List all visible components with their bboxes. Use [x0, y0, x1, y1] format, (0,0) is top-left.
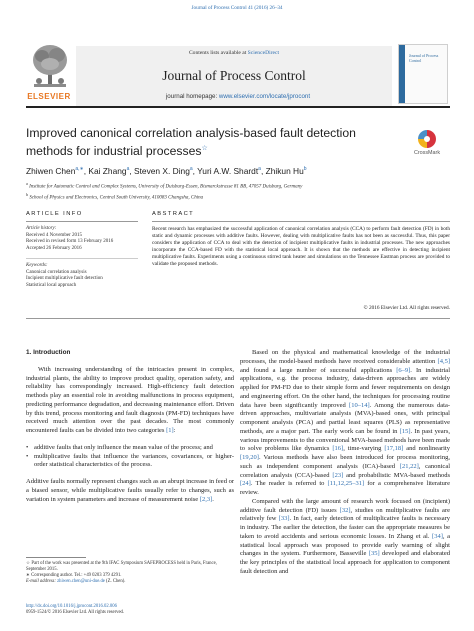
- author-affiliation-mark[interactable]: a: [126, 166, 130, 173]
- history-label: Article history:: [26, 226, 57, 231]
- citation-link[interactable]: [6–9]: [396, 366, 411, 374]
- paragraph-text: and found a large number of successful applications: [240, 366, 397, 374]
- citation-link[interactable]: [1]: [166, 427, 174, 434]
- article-info-heading: ARTICLE INFO: [26, 211, 83, 217]
- citation-link[interactable]: [33]: [278, 515, 290, 523]
- elsevier-tree-icon: [30, 42, 70, 90]
- paragraph: [240, 498, 450, 577]
- author-name[interactable]: Yuri A.W. Shardt: [197, 166, 259, 176]
- journal-title: Journal of Process Control: [162, 68, 306, 83]
- citation-link[interactable]: [2,3]: [199, 495, 213, 503]
- list-item: • additive faults that only influence the mean value of the process; and: [26, 444, 234, 453]
- journal-homepage-bar: [26, 90, 450, 104]
- info-rule-top: [26, 221, 138, 222]
- footnote-item: ∗ Corresponding author. Tel.: +49 0203 379 4291.: [26, 573, 122, 578]
- paragraph-gap: [26, 470, 234, 478]
- paragraph-text: . In past years, various improvements to the conventional MVA-based methods have been made to solve problems like dynamics: [240, 427, 450, 453]
- footnotes: [26, 561, 234, 585]
- keyword-item: Incipient multiplicative fault detection: [26, 276, 103, 282]
- footnote-rule: [26, 557, 86, 558]
- homepage-prefix: journal homepage:: [165, 93, 219, 100]
- paragraph-text: .: [212, 495, 214, 503]
- article-title: [26, 126, 386, 159]
- affiliation-text: Institute for Automatic Control and Complex Systems, University of Duisburg-Essen, Bismarckstrasse 81 BB, 47057 Duisburg, Germany: [29, 184, 303, 190]
- keyword-item: Canonical correlation analysis: [26, 269, 87, 275]
- paragraph-text: . Various methods have also been introduced for process monitoring, such as independent component analysis (ICA)-based: [240, 454, 450, 470]
- citation-link[interactable]: [11,12,25–31]: [327, 480, 365, 488]
- affiliations: [26, 180, 450, 201]
- footnote-item: [26, 579, 234, 585]
- abstract-rule-top: [152, 221, 450, 222]
- keywords-label: Keywords:: [26, 263, 48, 268]
- citation-link[interactable]: [35]: [368, 550, 380, 558]
- paragraph: [26, 366, 234, 436]
- citation-link[interactable]: [19,20]: [240, 454, 259, 461]
- article-history: [26, 226, 134, 252]
- affiliation-text: School of Physics and Electronics, Central South University, 410083 Changsha, China: [29, 195, 204, 201]
- masthead-rule: [26, 106, 450, 108]
- affiliation-mark: b: [26, 191, 29, 197]
- fault-category-list: [26, 444, 234, 470]
- paragraph-text: Compared with the large amount of research work focused on (incipient) additive fault detection (FD) issues: [240, 497, 450, 514]
- citation-link[interactable]: [21,22]: [399, 462, 419, 470]
- keywords-block: [26, 263, 134, 289]
- abstract-copyright: © 2016 Elsevier Ltd. All rights reserved.: [363, 305, 450, 311]
- citation-link[interactable]: [15]: [399, 427, 411, 435]
- paragraph-text: :: [173, 427, 176, 434]
- article-title-line-1: Improved canonical correlation analysis-based fault detection: [26, 126, 356, 140]
- citation-link[interactable]: [32]: [339, 506, 351, 514]
- author-affiliation-mark[interactable]: a: [189, 166, 193, 173]
- paragraph-gap: [26, 436, 234, 444]
- citation-link[interactable]: [23]: [332, 471, 344, 479]
- citation-link[interactable]: [34]: [432, 532, 443, 540]
- article-title-text: methods for industrial processes: [26, 144, 202, 159]
- paragraph: [26, 478, 234, 504]
- contents-prefix: Contents lists available at: [188, 50, 248, 56]
- sciencedirect-link[interactable]: ScienceDirect: [247, 50, 280, 56]
- paragraph-text: , time-varying: [343, 445, 385, 453]
- doi-link[interactable]: http://dx.doi.org/10.1016/j.jprocont.2016.02.006: [26, 604, 117, 609]
- article-title-line-2: [26, 141, 386, 159]
- abstract-text: Recent research has emphasized the successful application of canonical correlation analysis (CCA) to perform fault detection (FD) in both static and dynamic processes with additive faults. However, dealing with multiplicative faults has not been as successful. Thus, this paper considers the application of CCA to deal with the detection of incipient multiplicative faults in industrial processes. The new approaches incorporate the CCA-based FD with the statistical local approach. It is shown that the methods are effective in detecting incipient multiplicative faults. Experiments using a continuous stirred tank heater and simulations on the Tennessee Eastman process are provided to validate the proposed methods.: [152, 226, 450, 268]
- email-link[interactable]: zhiwen.chen@uni-due.de: [57, 579, 105, 584]
- publisher-name: ELSEVIER: [27, 92, 71, 101]
- history-item: Received in revised form 13 February 2016: [26, 239, 114, 245]
- citation-link[interactable]: [24]: [240, 480, 251, 488]
- author-name[interactable]: Zhikun Hu: [265, 166, 304, 176]
- contents-availability: [76, 50, 392, 56]
- journal-citation[interactable]: Journal of Process Control 41 (2016) 26–34: [191, 5, 283, 11]
- crossmark-badge[interactable]: [404, 130, 450, 160]
- paragraph-text: , a statistical local approach was proposed to provide early warning of slight changes in the system. Furthermore, Basseville: [240, 532, 450, 558]
- citation-link[interactable]: [10–14]: [349, 401, 370, 409]
- affiliation-mark: a: [26, 181, 28, 186]
- paragraph-text: . Among the numerous data-driven approaches, multivariate analysis (MVA)-based ones, with principal component analysis (PCA) and partial least squares (PLS) as representative methods, are a major part. The early work can be found in: [240, 401, 450, 435]
- crossmark-label: CrossMark: [413, 150, 441, 156]
- email-suffix: (Z. Chen).: [104, 579, 126, 584]
- history-item: Accepted 26 February 2016: [26, 245, 82, 251]
- keyword-item: Statistical local approach: [26, 282, 77, 288]
- abstract-rule-bottom: [26, 318, 450, 319]
- paragraph-text: Additive faults normally represent changes such as an abrupt increase in feed or a biased sensor, while multiplicative faults usually refer to changes, such as variation in system parameters and increase of measurement noise: [26, 478, 234, 503]
- citation-link[interactable]: [16]: [332, 445, 344, 453]
- paragraph-text: With increasing understanding of the intricacies present in complex, industrial plants, the ability to improve product quality, operation safety, and reliability has correspondingly increased. High-efficiency fault detection methods play an essential role in avoiding malfunctions in process equipment, predicting performance degradation, and decreasing maintenance effort. Driven by this trend, process monitoring and fault diagnosis (PM-FD) techniques have received much attention over the past decades. The most commonly encountered faults can be divided into two categories: [26, 365, 234, 434]
- history-item: Received 4 November 2015: [26, 232, 82, 238]
- author-affiliation-mark[interactable]: a,∗: [75, 166, 84, 173]
- crossmark-icon: [418, 130, 436, 148]
- paragraph-text: . The reader is referred to: [250, 480, 328, 488]
- title-footnote-mark[interactable]: ☆: [201, 145, 208, 152]
- paragraph-text: developed and elaborated the key principles of the statistical local approach for application to component fault detection and: [240, 550, 450, 575]
- affiliation-item: [26, 180, 450, 191]
- abstract-heading: ABSTRACT: [152, 211, 195, 217]
- author-name[interactable]: Kai Zhang: [88, 166, 127, 176]
- footnote-item: ☆ Part of the work was presented at the 9th IFAC Symposium SAFEPROCESS held in Paris, France, September 2015.: [26, 561, 217, 572]
- paragraph: [240, 349, 450, 498]
- email-label: E-mail address:: [26, 579, 58, 584]
- affiliation-item: [26, 191, 450, 202]
- paragraph-text: and nonlinearity: [403, 445, 450, 453]
- homepage-link[interactable]: www.elsevier.com/locate/jprocont: [218, 93, 311, 100]
- cover-title: Journal of Process Control: [409, 53, 439, 63]
- author-name[interactable]: Steven X. Ding: [134, 166, 190, 176]
- author-affiliation-mark[interactable]: b: [303, 166, 307, 173]
- paragraph-text: , studies on multiplicative faults are relatively few: [240, 506, 450, 523]
- issn-line: 0959-1524/© 2016 Elsevier Ltd. All rights reserved.: [26, 610, 125, 615]
- list-item: • multiplicative faults that influence the variances, covariances, or higher-order statistical characteristics of the process.: [26, 453, 234, 471]
- doi-block: [26, 604, 234, 616]
- info-divider: [26, 258, 138, 259]
- paragraph-text: . In fact, early detection of multiplicative faults is necessary in industry. The earlier the detection, the faster can the appropriate measures be taken to avoid accidents and serious economic losses. In Zhang et al.: [240, 515, 450, 540]
- section-heading: 1. Introduction: [26, 349, 71, 356]
- body-left-column: [26, 349, 234, 504]
- citation-link[interactable]: [4,5]: [437, 357, 450, 365]
- author-affiliation-mark[interactable]: a: [258, 166, 261, 173]
- paragraph-text: . In industrial applications, e.g. the process industry, data-driven approaches are widely applied for PM-FD due to their simple form and fewer requirements on design and engineering effort. On the other hand, the techniques for processing routine data have been significantly improved: [240, 366, 450, 409]
- paragraph-text: and probabilistic MVA-based methods: [343, 471, 450, 479]
- author-list: Zhiwen Chen$^{a,∗}$, Kai Zhang$^a$, Steven X. Ding$^a$, Yuri A.W. Shardt$^a$, Zhikun Hu$^b$: [26, 166, 307, 176]
- paragraph-text: for a comprehensive literature review.: [240, 480, 450, 496]
- author-name[interactable]: Zhiwen Chen: [26, 166, 76, 176]
- paragraph-text: , canonical correlation analysis (CCA)-based: [240, 462, 451, 479]
- body-right-column: [240, 349, 450, 577]
- paragraph-text: Based on the physical and mathematical knowledge of the industrial processes, the model-based methods have received considerable attention: [240, 349, 450, 365]
- citation-link[interactable]: [17,18]: [384, 445, 404, 453]
